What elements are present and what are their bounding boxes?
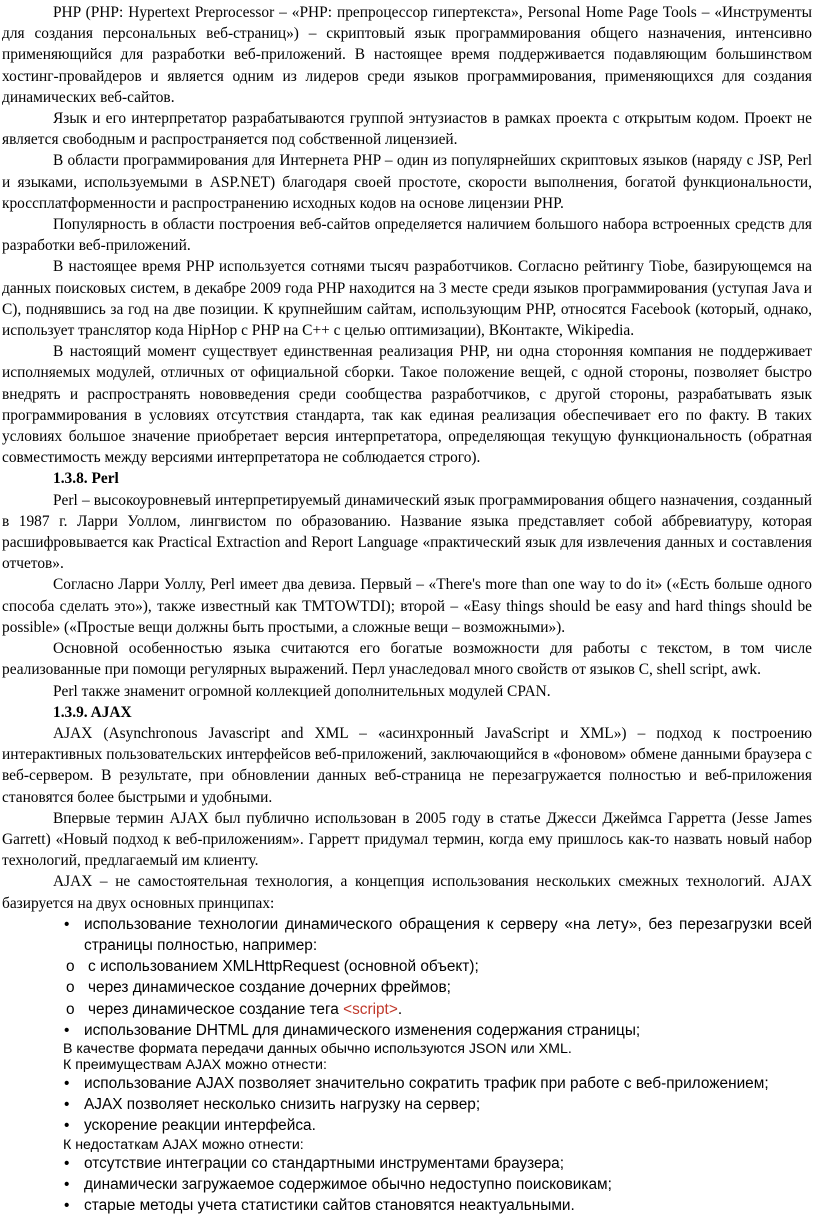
ajax-paragraph-1: AJAX (Asynchronous Javascript and XML – «асинхронный JavaScript и XML») – подход к построению интерактивных пользовательских интерфейсов веб-приложений, заключающийся в «фоновом» обмене данными браузера с веб-сервером. В результате, при обновлении данных веб-страница не перезагружается полностью и веб-приложения становятся более быстрыми и удобными. (2, 724, 812, 806)
disadvantages-intro: К недостаткам AJAX можно отнести: (63, 1136, 304, 1153)
bullet-marker: • (64, 1117, 70, 1135)
principle-list-item (2, 914, 812, 956)
principle-list-item (2, 1020, 812, 1041)
sub-list-item (2, 999, 812, 1020)
sub-item-3-prefix: через динамическое создание тега (88, 1000, 344, 1018)
principle-1-text: использование технологии динамического обращения к серверу «на лету», без перезагрузки всей страницы полностью, например: (84, 915, 812, 954)
bullet-marker: • (64, 915, 70, 933)
sub-list-item (2, 956, 812, 977)
circle-marker: o (66, 958, 75, 976)
bullet-marker: • (64, 1096, 70, 1114)
disadvantage-list-item (2, 1195, 812, 1216)
perl-heading: 1.3.8. Perl (53, 470, 119, 488)
principle-2-text: использование DHTML для динамического изменения содержания страницы; (84, 1021, 641, 1039)
php-paragraph-6: В настоящий момент существует единственная реализация PHP, ни одна сторонняя компания не поддерживает исполняемых модулей, отличных от официальной сборки. Такое положение вещей, с одной стороны, позволяет быстро внедрять и распространять нововведения среди сообщества разработчиков, с другой стороны, разрабатывать язык программирования в условиях отсутствия стандарта, так как единая реализация обеспечивает его по факту. В таких условиях большое значение приобретает версия интерпретатора, определяющая текущую функциональность (обратная совместимость между версиями интерпретатора не соблюдается строго). (2, 343, 812, 467)
disadvantage-3-text: старые методы учета статистики сайтов становятся неактуальными. (84, 1196, 575, 1214)
sub-item-3-suffix: . (397, 1000, 403, 1018)
advantage-3-text: ускорение реакции интерфейса. (84, 1117, 316, 1135)
perl-paragraph-1: Perl – высокоуровневый интерпретируемый динамический язык программирования общего назначения, созданный в 1987 г. Ларри Уоллом, лингвистом по образованию. Название языка представляет собой аббревиатуру, которая расшифровывается как Practical Extraction and Report Language «практический язык для извлечения данных и составления отчетов». (2, 491, 812, 573)
php-paragraph-4: Популярность в области построения веб-сайтов определяется наличием большого набора встроенных средств для разработки веб-приложений. (2, 216, 812, 255)
perl-paragraph-2: Согласно Ларри Уоллу, Perl имеет два девиза. Первый – «There's more than one way to do it» («Есть больше одного способа сделать это»), также известный как TMTOWTDI); второй – «Easy things should be easy and hard things should be possible» («Простые вещи должны быть простыми, а сложные вещи – возможными»). (2, 576, 812, 636)
php-paragraph-1: PHP (PHP: Hypertext Preprocessor – «PHP: препроцессор гипертекста», Personal Home Page Tools – «Инструменты для создания персональных веб-страниц») – скриптовый язык программирования общего назначения, интенсивно применяющийся для разработки веб-приложений. В настоящее время поддерживается подавляющим большинством хостинг-провайдеров и является одним из лидеров среди языков программирования, применяющихся для создания динамических веб-сайтов. (2, 4, 812, 106)
ajax-heading: 1.3.9. AJAX (53, 703, 132, 721)
php-paragraph-3: В области программирования для Интернета PHP – один из популярнейших скриптовых языков (наряду с JSP, Perl и языками, используемыми в ASP.NET) благодаря своей простоте, скорости выполнения, богатой функциональности, кроссплатформенности и распространению исходных кодов на основе лицензии PHP. (2, 152, 812, 212)
script-tag-text: <script> (343, 1000, 398, 1018)
sub-list-item (2, 977, 812, 998)
bullet-marker: • (64, 1175, 70, 1193)
ajax-paragraph-2: Впервые термин AJAX был публично использован в 2005 году в статье Джесси Джеймса Гарретта (Jesse James Garrett) «Новый подход к веб-приложениям». Гарретт придумал термин, когда ему пришлось как-то назвать новый набор технологий, предлагаемый им клиенту. (2, 809, 812, 870)
format-line: В качестве формата передачи данных обычно используются JSON или XML. (63, 1040, 572, 1057)
bullet-marker: • (64, 1074, 70, 1092)
advantage-list-item (2, 1073, 812, 1094)
php-paragraph-5: В настоящее время PHP используется сотнями тысяч разработчиков. Согласно рейтингу Tiobe, базирующемся на данных поисковых систем, в декабре 2009 года PHP находится на 3 месте среди языков программирования (уступая Java и C), поднявшись за год на две позиции. К крупнейшим сайтам, использующим PHP, относятся Facebook (который, однако, использует транслятор кода HipHop с PHP на C++ с целью оптимизации), ВКонтакте, Wikipedia. (2, 258, 812, 340)
document-page (0, 2, 814, 1216)
disadvantage-2-text: динамически загружаемое содержимое обычно недоступно поисковикам; (84, 1175, 612, 1193)
bullet-marker: • (64, 1196, 70, 1214)
advantage-list-item (2, 1115, 812, 1136)
advantage-1-text: использование AJAX позволяет значительно сократить трафик при работе с веб-приложением; (84, 1074, 769, 1092)
bullet-marker: • (64, 1154, 70, 1172)
sub-item-2-text: через динамическое создание дочерних фреймов; (88, 979, 451, 997)
advantage-2-text: AJAX позволяет несколько снизить нагрузку на сервер; (84, 1096, 481, 1114)
circle-marker: o (66, 1000, 75, 1018)
ajax-paragraph-3: AJAX – не самостоятельная технология, а концепция использования нескольких смежных технологий. AJAX базируется на двух основных принципах: (2, 873, 812, 912)
perl-paragraph-4: Perl также знаменит огромной коллекцией дополнительных модулей CPAN. (53, 682, 551, 700)
disadvantage-1-text: отсутствие интеграции со стандартными инструментами браузера; (84, 1154, 565, 1172)
perl-paragraph-3: Основной особенностью языка считаются его богатые возможности для работы с текстом, в том числе реализованные при помощи регулярных выражений. Перл унаследовал много свойств от языков C, shell script, awk. (2, 640, 812, 679)
advantage-list-item (2, 1094, 812, 1115)
bullet-marker: • (64, 1021, 70, 1039)
circle-marker: o (66, 979, 75, 997)
advantages-intro: К преимуществам AJAX можно отнести: (63, 1056, 327, 1073)
disadvantage-list-item (2, 1153, 812, 1174)
disadvantage-list-item (2, 1174, 812, 1195)
php-paragraph-2: Язык и его интерпретатор разрабатываются группой энтузиастов в рамках проекта с открытым кодом. Проект не является свободным и распространяется под собственной лицензией. (2, 110, 812, 149)
sub-item-1-text: с использованием XMLHttpRequest (основной объект); (88, 958, 479, 976)
